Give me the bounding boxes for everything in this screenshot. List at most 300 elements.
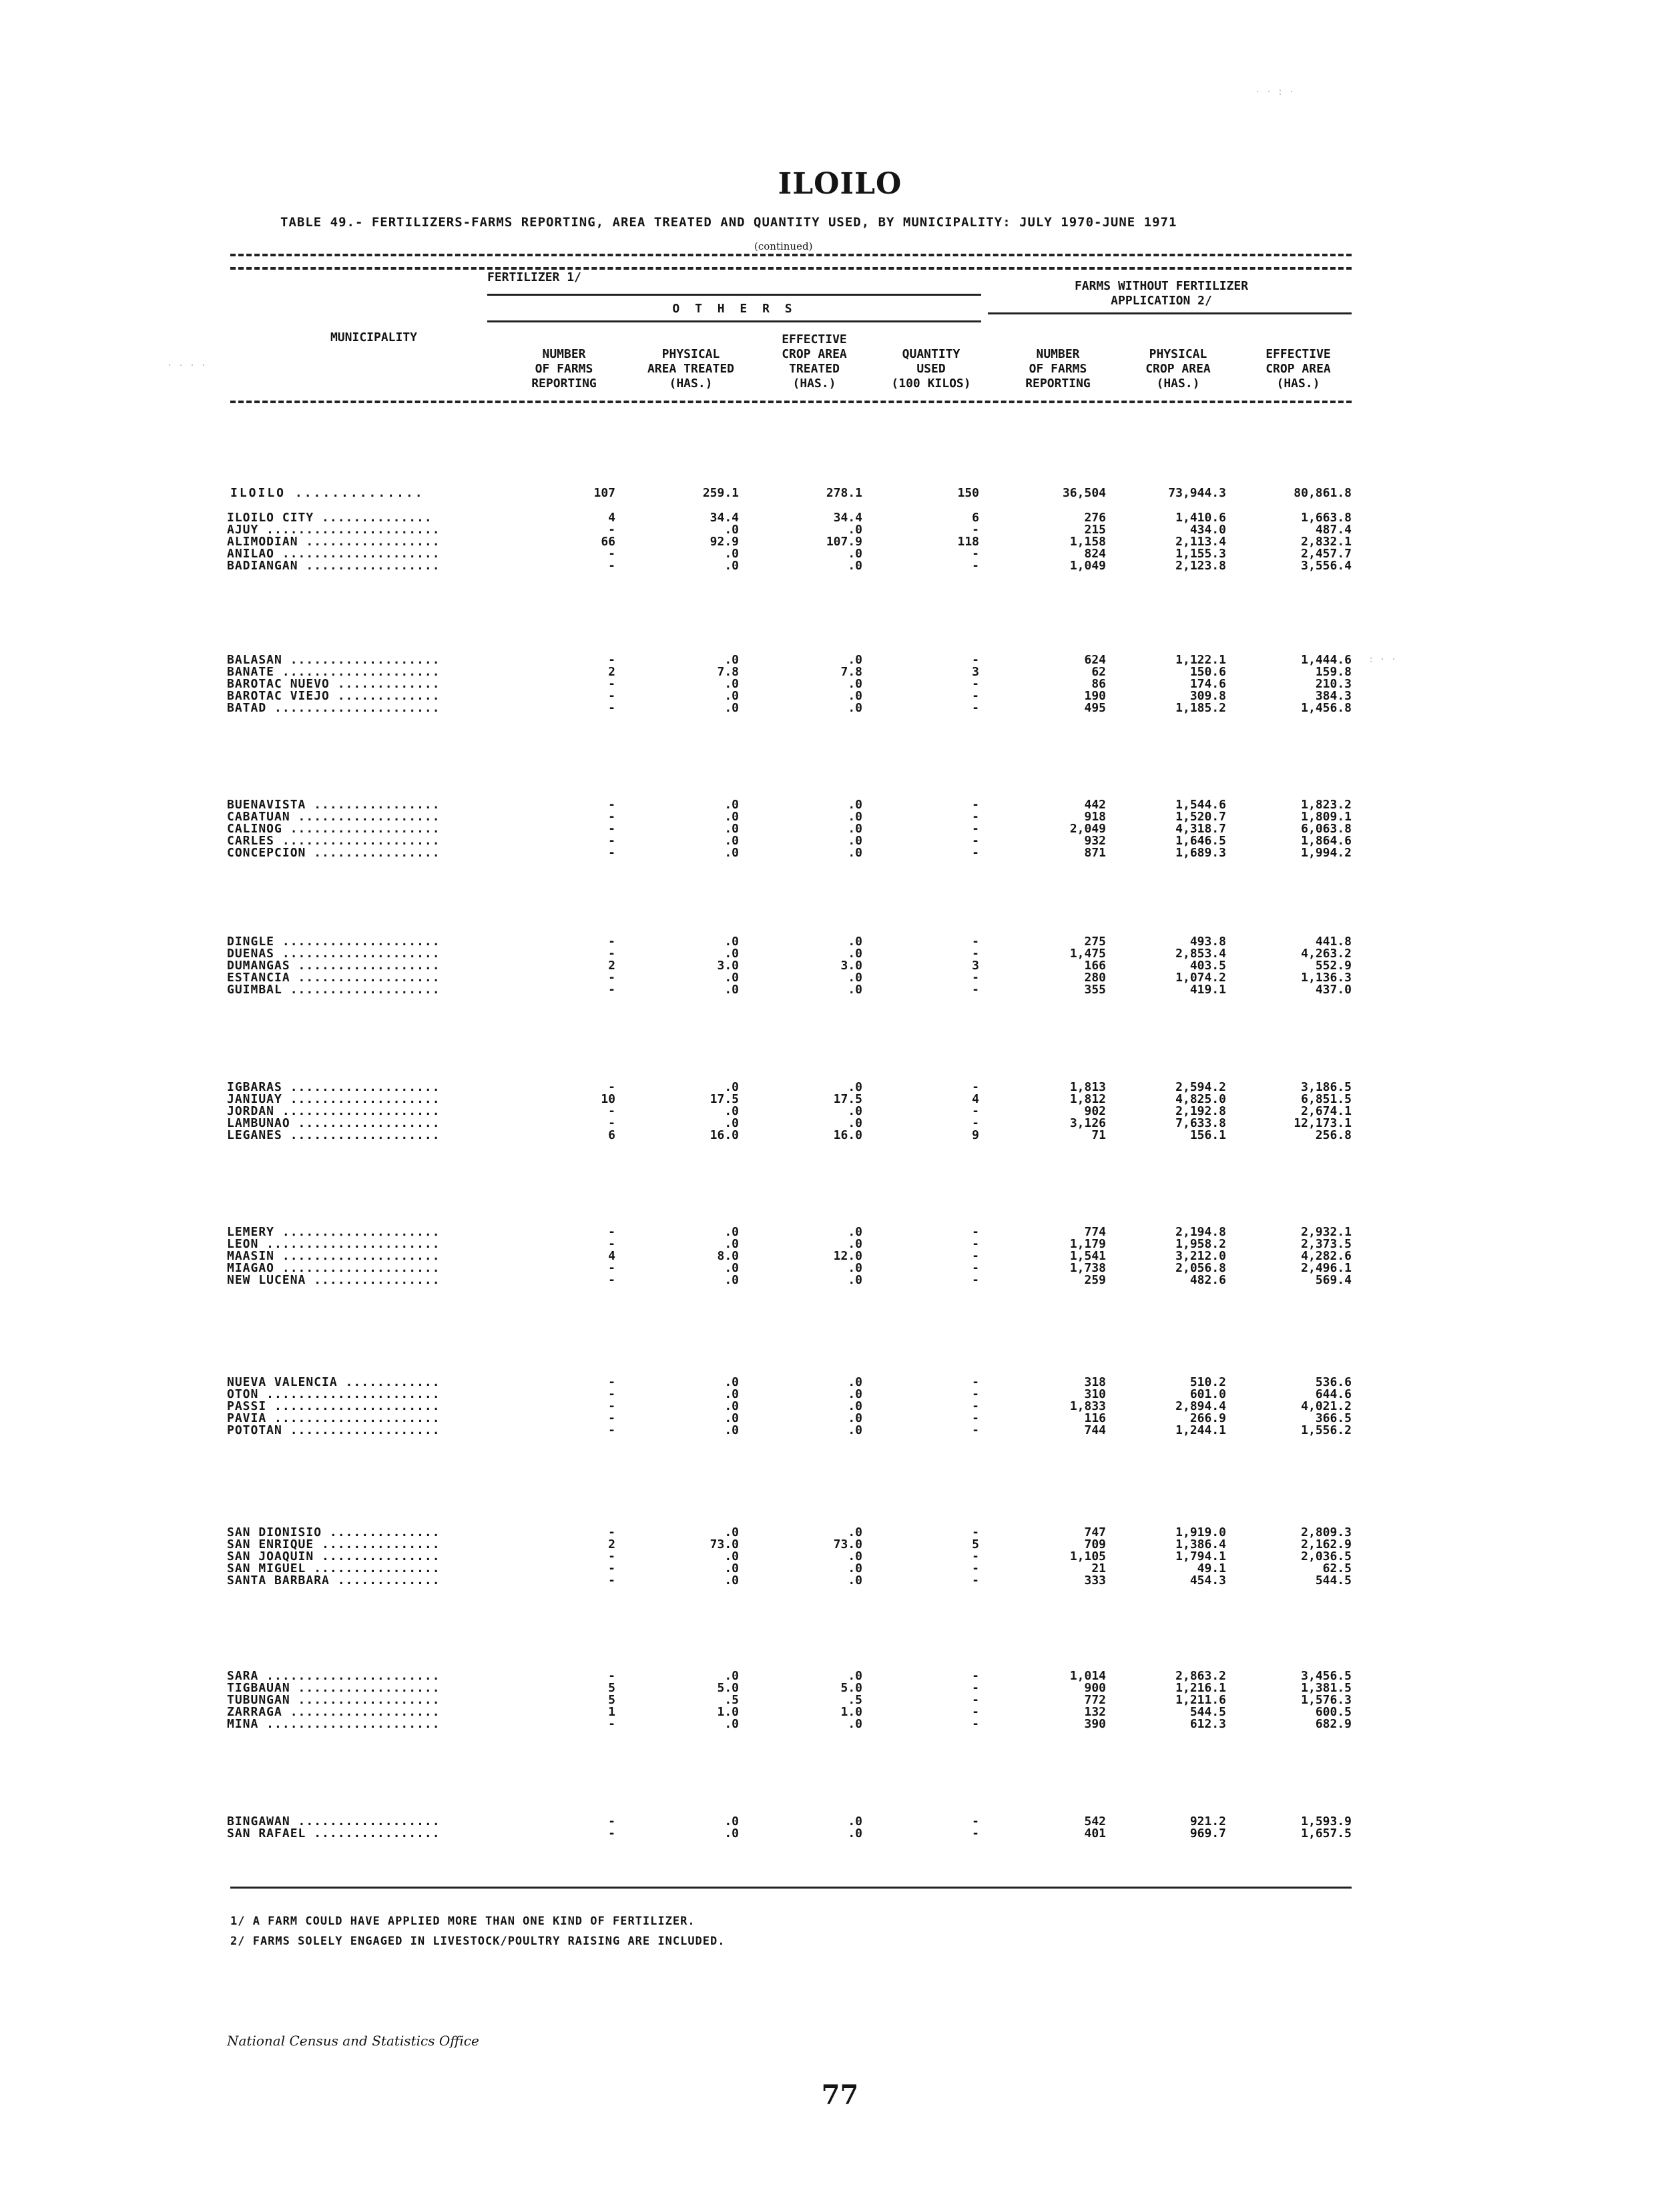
municipality-name: ESTANCIA .................. — [227, 971, 441, 985]
cell-quantity-used: - — [972, 1104, 979, 1118]
cell-physical-crop-area: 4,318.7 — [1175, 822, 1226, 836]
col-header-farms-reporting: NUMBER OF FARMS REPORTING — [1025, 347, 1091, 391]
cell-physical-area: .0 — [724, 1375, 739, 1389]
header-bottom-rule — [230, 401, 1352, 403]
cell-farms-without-reporting: 276 — [1084, 511, 1106, 525]
cell-physical-area: 34.4 — [710, 511, 739, 525]
cell-physical-area: .0 — [724, 1669, 739, 1683]
cell-physical-crop-area: 3,212.0 — [1175, 1249, 1226, 1263]
cell-farms-without-reporting: 918 — [1084, 810, 1106, 824]
cell-farms-without-reporting: 1,812 — [1069, 1092, 1106, 1106]
municipality-name: PASSI ..................... — [227, 1399, 441, 1413]
cell-quantity-used: - — [972, 1375, 979, 1389]
table-bottom-rule — [230, 1887, 1352, 1889]
fertilizer-underline — [487, 294, 981, 296]
cell-quantity-used: - — [972, 1693, 979, 1707]
municipality-name: CABATUAN .................. — [227, 810, 441, 824]
municipality-name: ILOILO .............. — [230, 486, 425, 500]
cell-physical-crop-area: 2,192.8 — [1175, 1104, 1226, 1118]
cell-effective-area: 34.4 — [833, 511, 862, 525]
cell-physical-area: .0 — [724, 834, 739, 848]
cell-physical-area: .0 — [724, 677, 739, 691]
province-total-row — [0, 486, 1680, 501]
cell-farms-without-reporting: 1,833 — [1069, 1399, 1106, 1413]
cell-farms-reporting: - — [608, 547, 615, 561]
cell-effective-area: 278.1 — [826, 486, 862, 500]
cell-farms-reporting: - — [608, 1717, 615, 1731]
cell-farms-without-reporting: 3,126 — [1069, 1116, 1106, 1130]
cell-physical-area: .0 — [724, 1399, 739, 1413]
cell-quantity-used: 3 — [972, 959, 979, 973]
header-top-rule-2 — [230, 267, 1352, 270]
cell-quantity-used: - — [972, 1705, 979, 1719]
cell-physical-crop-area: 2,123.8 — [1175, 559, 1226, 573]
municipality-name: BADIANGAN ................. — [227, 559, 441, 573]
cell-effective-crop-area: 80,861.8 — [1294, 486, 1352, 500]
cell-physical-area: 259.1 — [702, 486, 739, 500]
municipality-name: TIGBAUAN .................. — [227, 1681, 441, 1695]
cell-physical-area: 1.0 — [717, 1705, 739, 1719]
table-subnote: (continued) — [754, 240, 813, 252]
cell-effective-crop-area: 644.6 — [1315, 1387, 1352, 1401]
cell-effective-area: .0 — [848, 1411, 862, 1425]
cell-physical-area: .0 — [724, 1826, 739, 1841]
cell-farms-without-reporting: 275 — [1084, 935, 1106, 949]
cell-farms-reporting: - — [608, 1261, 615, 1275]
cell-physical-crop-area: 1,919.0 — [1175, 1525, 1226, 1539]
cell-farms-reporting: - — [608, 1549, 615, 1563]
cell-effective-crop-area: 2,832.1 — [1301, 535, 1352, 549]
cell-effective-crop-area: 2,457.7 — [1301, 547, 1352, 561]
cell-farms-reporting: - — [608, 653, 615, 667]
cell-effective-area: .0 — [848, 1261, 862, 1275]
municipality-name: ANILAO .................... — [227, 547, 441, 561]
cell-quantity-used: - — [972, 846, 979, 860]
cell-effective-area: 12.0 — [833, 1249, 862, 1263]
cell-quantity-used: - — [972, 1237, 979, 1251]
cell-effective-area: 16.0 — [833, 1128, 862, 1142]
cell-farms-without-reporting: 116 — [1084, 1411, 1106, 1425]
cell-farms-without-reporting: 259 — [1084, 1273, 1106, 1287]
municipality-name: CALINOG ................... — [227, 822, 441, 836]
cell-effective-area: .0 — [848, 983, 862, 997]
cell-effective-area: .0 — [848, 1717, 862, 1731]
cell-effective-crop-area: 1,381.5 — [1301, 1681, 1352, 1695]
cell-farms-without-reporting: 36,504 — [1062, 486, 1106, 500]
cell-quantity-used: - — [972, 1261, 979, 1275]
cell-effective-crop-area: 2,036.5 — [1301, 1549, 1352, 1563]
cell-effective-crop-area: 1,994.2 — [1301, 846, 1352, 860]
cell-physical-crop-area: 49.1 — [1197, 1561, 1226, 1575]
cell-effective-crop-area: 3,556.4 — [1301, 559, 1352, 573]
cell-farms-reporting: - — [608, 1387, 615, 1401]
cell-physical-area: 8.0 — [717, 1249, 739, 1263]
cell-farms-reporting: - — [608, 810, 615, 824]
cell-effective-area: .0 — [848, 834, 862, 848]
cell-physical-area: .0 — [724, 1273, 739, 1287]
cell-quantity-used: 118 — [957, 535, 979, 549]
cell-farms-without-reporting: 871 — [1084, 846, 1106, 860]
cell-farms-without-reporting: 1,541 — [1069, 1249, 1106, 1263]
cell-farms-without-reporting: 310 — [1084, 1387, 1106, 1401]
cell-farms-without-reporting: 355 — [1084, 983, 1106, 997]
cell-effective-crop-area: 3,456.5 — [1301, 1669, 1352, 1683]
cell-quantity-used: - — [972, 947, 979, 961]
cell-effective-crop-area: 4,263.2 — [1301, 947, 1352, 961]
cell-effective-crop-area: 1,456.8 — [1301, 701, 1352, 715]
farms-without-underline — [988, 312, 1352, 314]
municipality-name: BAROTAC VIEJO ............. — [227, 689, 441, 703]
municipality-name: SANTA BARBARA ............. — [227, 1573, 441, 1587]
cell-physical-area: 92.9 — [710, 535, 739, 549]
table-row — [0, 983, 1680, 997]
cell-quantity-used: - — [972, 1399, 979, 1413]
cell-farms-without-reporting: 1,813 — [1069, 1080, 1106, 1094]
cell-effective-area: .0 — [848, 701, 862, 715]
cell-farms-reporting: 2 — [608, 959, 615, 973]
cell-farms-without-reporting: 190 — [1084, 689, 1106, 703]
cell-farms-without-reporting: 442 — [1084, 798, 1106, 812]
cell-physical-crop-area: 1,122.1 — [1175, 653, 1226, 667]
cell-physical-crop-area: 493.8 — [1189, 935, 1226, 949]
others-header: O T H E R S — [672, 302, 796, 316]
cell-effective-crop-area: 4,021.2 — [1301, 1399, 1352, 1413]
cell-physical-crop-area: 2,594.2 — [1175, 1080, 1226, 1094]
cell-effective-crop-area: 1,576.3 — [1301, 1693, 1352, 1707]
cell-effective-area: .0 — [848, 559, 862, 573]
cell-farms-without-reporting: 2,049 — [1069, 822, 1106, 836]
cell-effective-area: .0 — [848, 1225, 862, 1239]
cell-farms-without-reporting: 132 — [1084, 1705, 1106, 1719]
cell-effective-crop-area: 1,593.9 — [1301, 1814, 1352, 1828]
cell-farms-reporting: - — [608, 689, 615, 703]
municipality-name: BANATE .................... — [227, 665, 441, 679]
municipality-name: POTOTAN ................... — [227, 1423, 441, 1437]
table-row — [0, 701, 1680, 716]
cell-effective-crop-area: 2,809.3 — [1301, 1525, 1352, 1539]
cell-physical-crop-area: 150.6 — [1189, 665, 1226, 679]
municipality-name: BAROTAC NUEVO ............. — [227, 677, 441, 691]
cell-effective-area: .0 — [848, 810, 862, 824]
cell-physical-crop-area: 1,794.1 — [1175, 1549, 1226, 1563]
cell-farms-without-reporting: 747 — [1084, 1525, 1106, 1539]
cell-effective-crop-area: 1,657.5 — [1301, 1826, 1352, 1841]
cell-physical-crop-area: 454.3 — [1189, 1573, 1226, 1587]
others-underline — [487, 320, 981, 322]
cell-physical-area: .0 — [724, 1717, 739, 1731]
cell-physical-crop-area: 309.8 — [1189, 689, 1226, 703]
cell-farms-reporting: - — [608, 1399, 615, 1413]
cell-quantity-used: - — [972, 653, 979, 667]
municipality-name: ILOILO CITY .............. — [227, 511, 433, 525]
cell-effective-area: 73.0 — [833, 1537, 862, 1551]
header-top-rule — [230, 254, 1352, 256]
cell-physical-area: .0 — [724, 1561, 739, 1575]
cell-farms-reporting: 4 — [608, 1249, 615, 1263]
cell-effective-crop-area: 256.8 — [1315, 1128, 1352, 1142]
cell-effective-crop-area: 12,173.1 — [1294, 1116, 1352, 1130]
cell-physical-area: 3.0 — [717, 959, 739, 973]
cell-quantity-used: 6 — [972, 511, 979, 525]
municipality-name: LAMBUNAO .................. — [227, 1116, 441, 1130]
cell-physical-area: 16.0 — [710, 1128, 739, 1142]
page-title: ILOILO — [778, 167, 902, 201]
scan-noise: · · : · — [1255, 87, 1295, 97]
cell-physical-area: 5.0 — [717, 1681, 739, 1695]
municipality-name: ZARRAGA ................... — [227, 1705, 441, 1719]
cell-farms-without-reporting: 824 — [1084, 547, 1106, 561]
cell-effective-area: .0 — [848, 1116, 862, 1130]
cell-farms-without-reporting: 71 — [1091, 1128, 1106, 1142]
cell-physical-area: .0 — [724, 523, 739, 537]
cell-effective-area: .0 — [848, 1080, 862, 1094]
cell-effective-area: 5.0 — [840, 1681, 862, 1695]
table-row — [0, 1128, 1680, 1143]
cell-farms-reporting: 10 — [601, 1092, 615, 1106]
cell-effective-crop-area: 3,186.5 — [1301, 1080, 1352, 1094]
cell-farms-without-reporting: 709 — [1084, 1537, 1106, 1551]
cell-quantity-used: - — [972, 798, 979, 812]
cell-physical-area: .0 — [724, 1573, 739, 1587]
cell-farms-without-reporting: 1,014 — [1069, 1669, 1106, 1683]
cell-physical-area: .0 — [724, 701, 739, 715]
cell-farms-without-reporting: 1,049 — [1069, 559, 1106, 573]
cell-physical-crop-area: 156.1 — [1189, 1128, 1226, 1142]
cell-quantity-used: - — [972, 1525, 979, 1539]
cell-quantity-used: - — [972, 1411, 979, 1425]
cell-quantity-used: - — [972, 547, 979, 561]
cell-effective-area: .0 — [848, 1525, 862, 1539]
cell-quantity-used: - — [972, 1273, 979, 1287]
table-row — [0, 1826, 1680, 1841]
cell-physical-crop-area: 1,216.1 — [1175, 1681, 1226, 1695]
cell-effective-crop-area: 2,496.1 — [1301, 1261, 1352, 1275]
cell-quantity-used: - — [972, 1249, 979, 1263]
cell-effective-area: .0 — [848, 1814, 862, 1828]
cell-effective-crop-area: 159.8 — [1315, 665, 1352, 679]
cell-farms-reporting: - — [608, 983, 615, 997]
cell-farms-reporting: - — [608, 822, 615, 836]
municipality-name: NUEVA VALENCIA ............ — [227, 1375, 441, 1389]
cell-effective-crop-area: 1,864.6 — [1301, 834, 1352, 848]
cell-farms-without-reporting: 744 — [1084, 1423, 1106, 1437]
cell-farms-reporting: - — [608, 971, 615, 985]
cell-physical-area: .0 — [724, 559, 739, 573]
cell-effective-area: 107.9 — [826, 535, 862, 549]
cell-physical-area: 73.0 — [710, 1537, 739, 1551]
cell-effective-area: .0 — [848, 1273, 862, 1287]
office-name: National Census and Statistics Office — [227, 2033, 479, 2049]
cell-effective-area: .0 — [848, 1387, 862, 1401]
cell-physical-crop-area: 2,194.8 — [1175, 1225, 1226, 1239]
municipality-name: JANIUAY ................... — [227, 1092, 441, 1106]
cell-farms-without-reporting: 1,158 — [1069, 535, 1106, 549]
municipality-name: DINGLE .................... — [227, 935, 441, 949]
cell-effective-area: .0 — [848, 523, 862, 537]
table-row — [0, 846, 1680, 861]
municipality-name: BINGAWAN .................. — [227, 1814, 441, 1828]
cell-farms-without-reporting: 1,475 — [1069, 947, 1106, 961]
municipality-name: PAVIA ..................... — [227, 1411, 441, 1425]
cell-effective-area: 1.0 — [840, 1705, 862, 1719]
cell-physical-area: .0 — [724, 1411, 739, 1425]
cell-effective-crop-area: 1,823.2 — [1301, 798, 1352, 812]
cell-effective-area: .5 — [848, 1693, 862, 1707]
municipality-name: NEW LUCENA ................ — [227, 1273, 441, 1287]
fertilizer-header: FERTILIZER 1/ — [487, 270, 581, 284]
cell-farms-without-reporting: 166 — [1084, 959, 1106, 973]
municipality-name: SAN ENRIQUE ............... — [227, 1537, 441, 1551]
municipality-name: BATAD ..................... — [227, 701, 441, 715]
cell-quantity-used: 3 — [972, 665, 979, 679]
cell-farms-without-reporting: 902 — [1084, 1104, 1106, 1118]
cell-farms-without-reporting: 542 — [1084, 1814, 1106, 1828]
cell-effective-crop-area: 2,932.1 — [1301, 1225, 1352, 1239]
cell-quantity-used: - — [972, 834, 979, 848]
cell-effective-area: .0 — [848, 947, 862, 961]
table-row — [0, 1717, 1680, 1732]
cell-farms-without-reporting: 318 — [1084, 1375, 1106, 1389]
cell-physical-crop-area: 510.2 — [1189, 1375, 1226, 1389]
cell-farms-without-reporting: 390 — [1084, 1717, 1106, 1731]
cell-effective-crop-area: 4,282.6 — [1301, 1249, 1352, 1263]
municipality-name: DUENAS .................... — [227, 947, 441, 961]
cell-physical-area: .0 — [724, 1261, 739, 1275]
cell-effective-crop-area: 1,556.2 — [1301, 1423, 1352, 1437]
cell-farms-reporting: - — [608, 1375, 615, 1389]
municipality-name: LEMERY .................... — [227, 1225, 441, 1239]
cell-farms-without-reporting: 86 — [1091, 677, 1106, 691]
cell-quantity-used: - — [972, 689, 979, 703]
cell-effective-area: .0 — [848, 822, 862, 836]
cell-physical-crop-area: 174.6 — [1189, 677, 1226, 691]
cell-physical-crop-area: 921.2 — [1189, 1814, 1226, 1828]
cell-physical-crop-area: 2,853.4 — [1175, 947, 1226, 961]
cell-physical-area: .0 — [724, 846, 739, 860]
cell-quantity-used: - — [972, 677, 979, 691]
cell-farms-reporting: 4 — [608, 511, 615, 525]
cell-quantity-used: - — [972, 523, 979, 537]
cell-quantity-used: - — [972, 1116, 979, 1130]
cell-farms-reporting: - — [608, 1525, 615, 1539]
cell-physical-area: .0 — [724, 1080, 739, 1094]
cell-farms-without-reporting: 215 — [1084, 523, 1106, 537]
cell-physical-area: .0 — [724, 810, 739, 824]
farms-without-header-2: APPLICATION 2/ — [1111, 294, 1212, 308]
municipality-name: AJUY ...................... — [227, 523, 441, 537]
cell-farms-without-reporting: 1,738 — [1069, 1261, 1106, 1275]
municipality-name: SAN JOAQUIN ............... — [227, 1549, 441, 1563]
cell-farms-without-reporting: 900 — [1084, 1681, 1106, 1695]
cell-farms-without-reporting: 21 — [1091, 1561, 1106, 1575]
cell-farms-without-reporting: 280 — [1084, 971, 1106, 985]
footnote-1: 1/ A FARM COULD HAVE APPLIED MORE THAN ONE KIND OF FERTILIZER. — [230, 1915, 695, 1928]
municipality-name: SAN DIONISIO .............. — [227, 1525, 441, 1539]
cell-effective-crop-area: 536.6 — [1315, 1375, 1352, 1389]
cell-farms-without-reporting: 932 — [1084, 834, 1106, 848]
cell-farms-reporting: - — [608, 1561, 615, 1575]
cell-farms-reporting: - — [608, 523, 615, 537]
cell-physical-area: .0 — [724, 1116, 739, 1130]
cell-effective-area: .0 — [848, 798, 862, 812]
cell-physical-area: .0 — [724, 1814, 739, 1828]
cell-physical-crop-area: 403.5 — [1189, 959, 1226, 973]
cell-physical-crop-area: 2,113.4 — [1175, 535, 1226, 549]
cell-physical-crop-area: 544.5 — [1189, 1705, 1226, 1719]
cell-physical-crop-area: 969.7 — [1189, 1826, 1226, 1841]
cell-quantity-used: - — [972, 971, 979, 985]
cell-farms-reporting: - — [608, 1273, 615, 1287]
cell-quantity-used: - — [972, 701, 979, 715]
cell-effective-area: .0 — [848, 1423, 862, 1437]
cell-farms-reporting: 2 — [608, 665, 615, 679]
cell-farms-reporting: - — [608, 1826, 615, 1841]
cell-farms-without-reporting: 401 — [1084, 1826, 1106, 1841]
col-header-effective-crop-area-2: EFFECTIVE CROP AREA (HAS.) — [1266, 347, 1331, 391]
municipality-name: SAN RAFAEL ................ — [227, 1826, 441, 1841]
cell-physical-crop-area: 601.0 — [1189, 1387, 1226, 1401]
municipality-name: MAASIN .................... — [227, 1249, 441, 1263]
municipality-name: CONCEPCION ................ — [227, 846, 441, 860]
municipality-name: ALIMODIAN ................. — [227, 535, 441, 549]
cell-farms-reporting: - — [608, 701, 615, 715]
cell-effective-area: .0 — [848, 846, 862, 860]
cell-physical-crop-area: 434.0 — [1189, 523, 1226, 537]
cell-physical-crop-area: 1,155.3 — [1175, 547, 1226, 561]
cell-physical-crop-area: 73,944.3 — [1168, 486, 1226, 500]
cell-physical-crop-area: 1,646.5 — [1175, 834, 1226, 848]
cell-effective-area: .0 — [848, 1237, 862, 1251]
cell-physical-area: .0 — [724, 935, 739, 949]
cell-farms-without-reporting: 624 — [1084, 653, 1106, 667]
cell-physical-area: 17.5 — [710, 1092, 739, 1106]
cell-farms-without-reporting: 495 — [1084, 701, 1106, 715]
cell-physical-crop-area: 419.1 — [1189, 983, 1226, 997]
municipality-name: SAN MIGUEL ................ — [227, 1561, 441, 1575]
cell-quantity-used: - — [972, 1669, 979, 1683]
cell-physical-area: .0 — [724, 983, 739, 997]
municipality-name: JORDAN .................... — [227, 1104, 441, 1118]
cell-farms-reporting: 5 — [608, 1681, 615, 1695]
cell-physical-area: .0 — [724, 1104, 739, 1118]
cell-physical-crop-area: 1,074.2 — [1175, 971, 1226, 985]
cell-farms-reporting: - — [608, 1573, 615, 1587]
cell-effective-area: 7.8 — [840, 665, 862, 679]
col-header-physical-crop-area: PHYSICAL CROP AREA (HAS.) — [1145, 347, 1211, 391]
cell-quantity-used: 5 — [972, 1537, 979, 1551]
cell-physical-area: .0 — [724, 1225, 739, 1239]
cell-physical-area: .0 — [724, 798, 739, 812]
cell-effective-area: .0 — [848, 1573, 862, 1587]
cell-quantity-used: - — [972, 559, 979, 573]
cell-farms-reporting: 2 — [608, 1537, 615, 1551]
cell-quantity-used: - — [972, 983, 979, 997]
cell-effective-crop-area: 437.0 — [1315, 983, 1352, 997]
cell-quantity-used: 150 — [957, 486, 979, 500]
cell-quantity-used: - — [972, 1387, 979, 1401]
col-header-physical-area: PHYSICAL AREA TREATED (HAS.) — [647, 347, 735, 391]
cell-effective-area: .0 — [848, 935, 862, 949]
cell-farms-reporting: - — [608, 1423, 615, 1437]
municipality-name: CARLES .................... — [227, 834, 441, 848]
cell-farms-reporting: - — [608, 677, 615, 691]
cell-physical-area: 7.8 — [717, 665, 739, 679]
municipality-name: BUENAVISTA ................ — [227, 798, 441, 812]
cell-farms-reporting: 1 — [608, 1705, 615, 1719]
cell-effective-crop-area: 6,063.8 — [1301, 822, 1352, 836]
cell-physical-area: .0 — [724, 653, 739, 667]
cell-effective-crop-area: 2,162.9 — [1301, 1537, 1352, 1551]
